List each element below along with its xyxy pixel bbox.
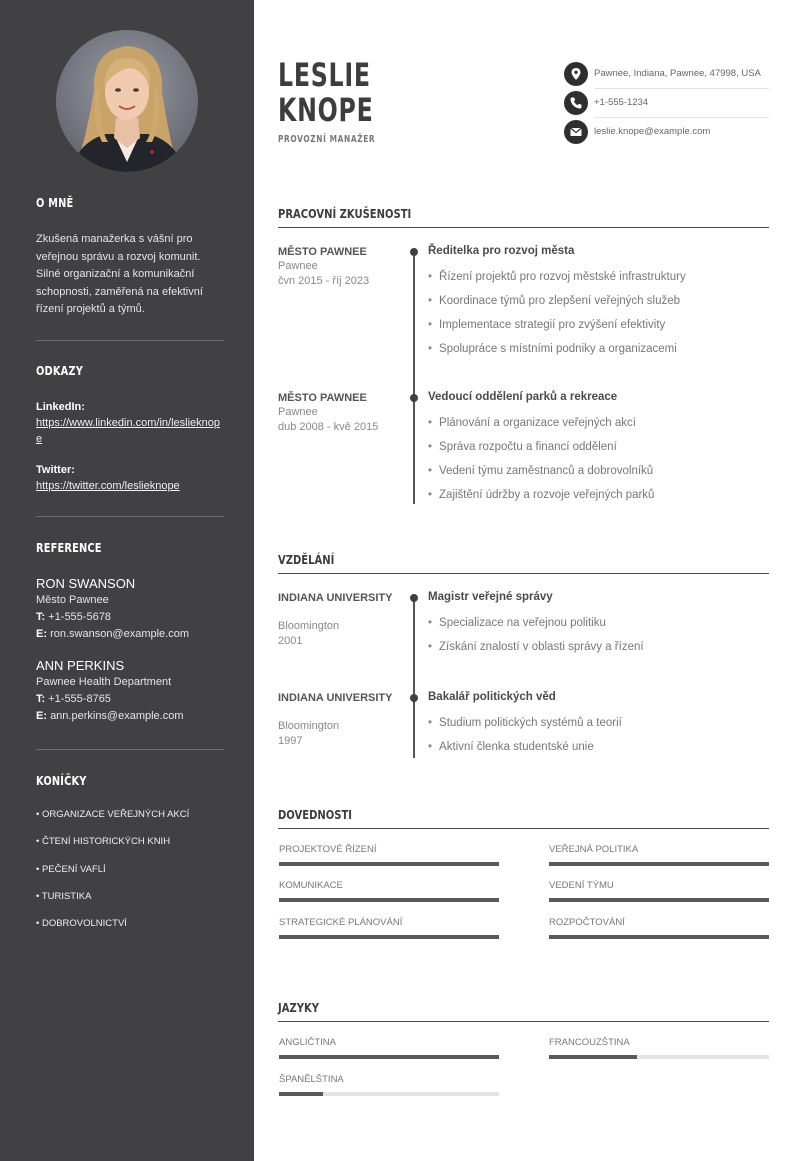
reference-name: ANN PERKINS xyxy=(36,658,125,673)
hobby-item: • DOBROVOLNICTVÍ xyxy=(36,918,127,929)
languages-heading: JAZYKY xyxy=(278,1000,319,1015)
reference-email: E: ron.swanson@example.com xyxy=(36,628,190,640)
entry-location: Pawnee xyxy=(278,260,318,272)
contact-phone xyxy=(564,91,769,115)
job-title: PROVOZNÍ MANAŽER xyxy=(278,134,376,145)
name-first: LESLIE xyxy=(278,56,371,94)
links-item-twitter xyxy=(36,463,224,494)
contact-email xyxy=(564,120,769,144)
hobbies-list xyxy=(36,809,224,939)
skill-label: KOMUNIKACE xyxy=(279,880,343,891)
entry-bullet: • Koordinace týmů pro zlepšení veřejných služeb xyxy=(428,295,680,307)
language-label: FRANCOUZŠTINA xyxy=(549,1037,630,1048)
address-text: Pawnee, Indiana, Pawnee, 47998, USA xyxy=(594,68,761,79)
hobby-item: • PEČENÍ VAFLÍ xyxy=(36,864,106,875)
entry-organization: MĚSTO PAWNEE xyxy=(278,392,367,404)
skill-label: ROZPOČTOVÁNÍ xyxy=(549,917,625,928)
about-section xyxy=(36,196,224,210)
entry-title: Ředitelka pro rozvoj města xyxy=(428,245,575,257)
skill-bar-fill xyxy=(279,898,499,902)
timeline-dot xyxy=(410,694,418,702)
entry-organization: INDIANA UNIVERSITY xyxy=(278,692,393,704)
entry-organization: INDIANA UNIVERSITY xyxy=(278,592,393,604)
entry-bullet: • Aktivní členka studentské unie xyxy=(428,741,594,753)
language-item xyxy=(279,1074,499,1086)
entry-location: Bloomington xyxy=(278,720,340,732)
skill-item xyxy=(549,880,769,892)
references-section xyxy=(36,541,224,555)
timeline-dot xyxy=(410,394,418,402)
entry-bullet: • Specializace na veřejnou politiku xyxy=(428,617,606,629)
entry-organization: MĚSTO PAWNEE xyxy=(278,246,367,258)
skill-bar xyxy=(549,862,769,866)
skill-bar-fill xyxy=(279,935,499,939)
hobby-item: • ORGANIZACE VEŘEJNÝCH AKCÍ xyxy=(36,809,190,820)
reference-phone: T: +1-555-5678 xyxy=(36,611,111,623)
skill-bar xyxy=(279,898,499,902)
entry-bullet: • Řízení projektů pro rozvoj městské infrastruktury xyxy=(428,271,686,283)
entry-bullet: • Získání znalostí v oblasti správy a řízení xyxy=(428,641,644,653)
reference-item xyxy=(36,575,224,643)
language-bar-fill xyxy=(279,1092,323,1096)
skill-bar-fill xyxy=(549,862,769,866)
language-bar xyxy=(279,1092,499,1096)
linkedin-link[interactable]: https://www.linkedin.com/in/leslieknope xyxy=(36,417,221,445)
sidebar xyxy=(0,0,254,1161)
entry-bullet: • Správa rozpočtu a financí oddělení xyxy=(428,441,617,453)
reference-org: Město Pawnee xyxy=(36,594,109,606)
language-bar xyxy=(279,1055,499,1059)
sidebar-divider xyxy=(36,749,224,750)
name-last: KNOPE xyxy=(278,91,374,129)
language-item xyxy=(279,1037,499,1049)
candidate-name xyxy=(278,58,374,128)
reference-org: Pawnee Health Department xyxy=(36,676,172,688)
skill-bar xyxy=(549,935,769,939)
timeline-dot xyxy=(410,248,418,256)
entry-bullet: • Plánování a organizace veřejných akcí xyxy=(428,417,636,429)
language-bar-fill xyxy=(549,1055,637,1059)
language-item xyxy=(549,1037,769,1049)
entry-title: Bakalář politických věd xyxy=(428,691,556,703)
entry-location: Bloomington xyxy=(278,620,340,632)
profile-photo xyxy=(56,30,198,172)
skills-heading: DOVEDNOSTI xyxy=(278,807,353,822)
skill-label: VEŘEJNÁ POLITIKA xyxy=(549,844,639,855)
links-item-linkedin xyxy=(36,400,224,447)
experience-heading: PRACOVNÍ ZKUŠENOSTI xyxy=(278,206,412,221)
entry-dates: dub 2008 - kvě 2015 xyxy=(278,421,379,433)
skill-label: PROJEKTOVÉ ŘÍZENÍ xyxy=(279,844,377,855)
skill-item xyxy=(279,917,499,929)
skill-item xyxy=(279,844,499,856)
timeline-dot xyxy=(410,594,418,602)
reference-name: RON SWANSON xyxy=(36,576,136,591)
timeline-line xyxy=(413,596,415,758)
entry-title: Vedoucí oddělení parků a rekreace xyxy=(428,391,618,403)
reference-item xyxy=(36,657,224,725)
phone-icon xyxy=(564,91,588,115)
entry-dates: 1997 xyxy=(278,735,303,747)
language-label: ANGLIČTINA xyxy=(279,1037,337,1048)
envelope-icon xyxy=(564,120,588,144)
map-pin-icon xyxy=(564,62,588,86)
skill-item xyxy=(279,880,499,892)
sidebar-divider xyxy=(36,340,224,341)
entry-bullet: • Zajištění údržby a rozvoje veřejných parků xyxy=(428,489,654,501)
phone-text: +1-555-1234 xyxy=(594,97,649,108)
skill-bar-fill xyxy=(549,935,769,939)
entry-dates: čvn 2015 - říj 2023 xyxy=(278,275,370,287)
entry-dates: 2001 xyxy=(278,635,303,647)
language-bar-fill xyxy=(279,1055,499,1059)
hobbies-heading: KONÍČKY xyxy=(36,774,87,788)
about-text: Zkušená manažerka s vášní pro veřejnou správu a rozvoj komunit. Silné organizační a komunikační schopnosti, zaměřená na efektivní řízení projektů a týmů. xyxy=(36,233,203,315)
section-rule xyxy=(278,573,769,574)
contact-address xyxy=(564,62,769,86)
section-rule xyxy=(278,227,769,228)
entry-title: Magistr veřejné správy xyxy=(428,591,553,603)
email-text: leslie.knope@example.com xyxy=(594,126,711,137)
contact-divider xyxy=(594,88,769,89)
skill-label: STRATEGICKÉ PLÁNOVÁNÍ xyxy=(279,917,403,928)
reference-email: E: ann.perkins@example.com xyxy=(36,710,184,722)
skill-item xyxy=(549,844,769,856)
skill-bar xyxy=(279,935,499,939)
timeline-line xyxy=(413,250,415,504)
about-text-block xyxy=(36,231,224,319)
sidebar-divider xyxy=(36,516,224,517)
language-label: ŠPANĚLŠTINA xyxy=(279,1074,344,1085)
twitter-label: Twitter: xyxy=(36,464,75,476)
entry-bullet: • Spolupráce s místními podniky a organizacemi xyxy=(428,343,677,355)
language-bar xyxy=(549,1055,769,1059)
skill-bar-fill xyxy=(279,862,499,866)
hobbies-section xyxy=(36,774,224,788)
skill-bar xyxy=(549,898,769,902)
about-heading: O MNĚ xyxy=(36,196,74,210)
skill-item xyxy=(549,917,769,929)
education-heading: VZDĚLÁNÍ xyxy=(278,552,335,567)
linkedin-label: LinkedIn: xyxy=(36,401,85,413)
entry-location: Pawnee xyxy=(278,406,318,418)
skill-bar xyxy=(279,862,499,866)
references-heading: REFERENCE xyxy=(36,541,102,555)
links-heading: ODKAZY xyxy=(36,364,84,378)
links-section xyxy=(36,364,224,378)
skill-label: VEDENÍ TÝMU xyxy=(549,880,614,891)
entry-bullet: • Vedení týmu zaměstnanců a dobrovolníků xyxy=(428,465,653,477)
section-rule xyxy=(278,1021,769,1022)
hobby-item: • TURISTIKA xyxy=(36,891,92,902)
entry-bullet: • Implementace strategií pro zvýšení efektivity xyxy=(428,319,665,331)
section-rule xyxy=(278,828,769,829)
reference-phone: T: +1-555-8765 xyxy=(36,693,111,705)
hobby-item: • ČTENÍ HISTORICKÝCH KNIH xyxy=(36,836,171,847)
twitter-link[interactable]: https://twitter.com/leslieknope xyxy=(36,480,180,492)
entry-bullet: • Studium politických systémů a teorií xyxy=(428,717,622,729)
skill-bar-fill xyxy=(549,898,769,902)
contact-divider xyxy=(594,117,769,118)
